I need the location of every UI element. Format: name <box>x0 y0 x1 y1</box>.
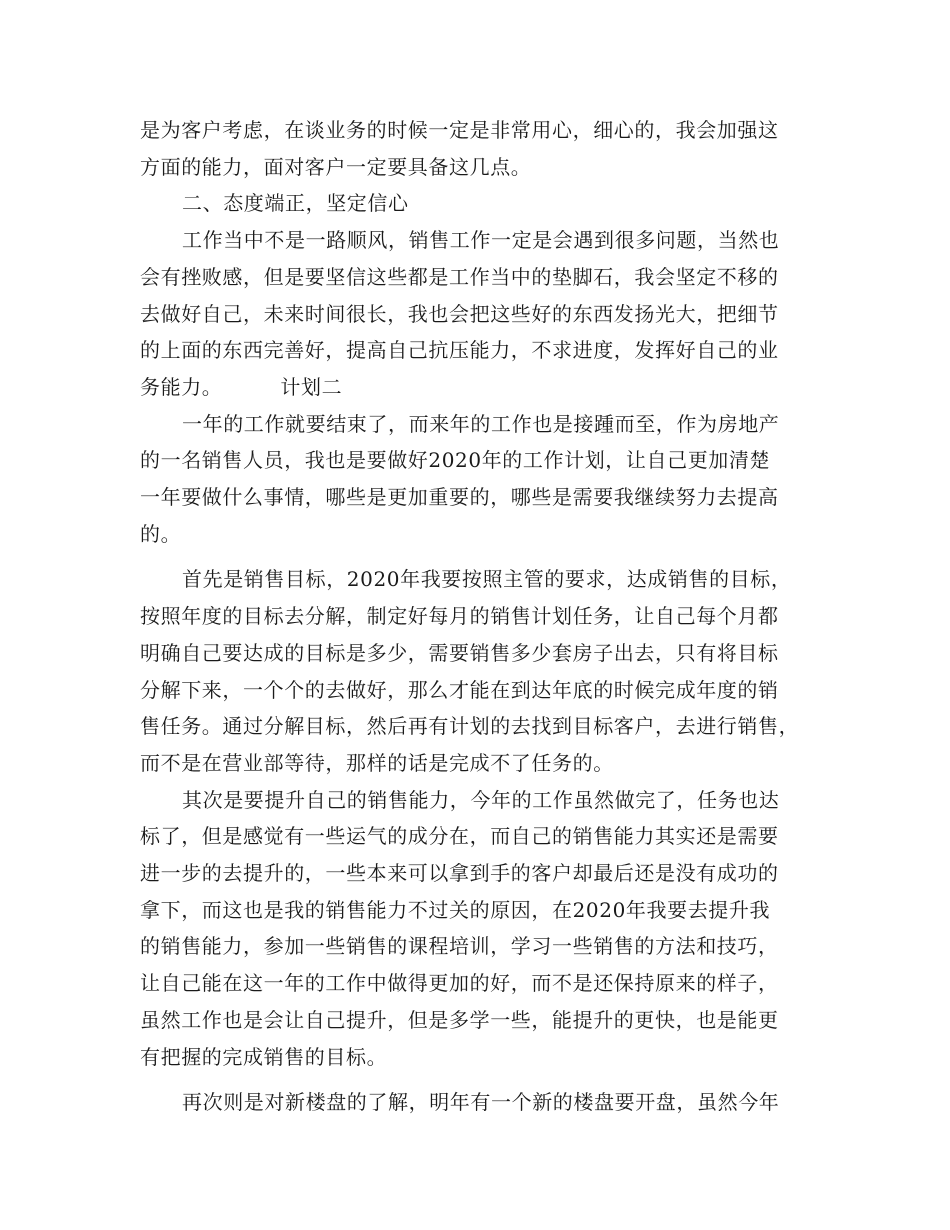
text-line: 虽然工作也是会让自己提升，但是多学一些，能提升的更快，也是能更 <box>140 1008 779 1032</box>
text-line: 再次则是对新楼盘的了解，明年有一个新的楼盘要开盘，虽然今年 <box>182 1090 780 1114</box>
text-line: 按照年度的目标去分解，制定好每月的销售计划任务，让自己每个月都 <box>140 604 779 628</box>
text-line: 会有挫败感，但是要坚信这些都是工作当中的垫脚石，我会坚定不移的 <box>140 265 779 289</box>
text-line: 进一步的去提升的，一些本来可以拿到手的客户却最后还是没有成功的 <box>140 861 779 885</box>
text-line: 一年的工作就要结束了，而来年的工作也是接踵而至，作为房地产 <box>182 412 780 436</box>
text-line: 明确自己要达成的目标是多少，需要销售多少套房子出去，只有将目标 <box>140 641 779 665</box>
text-line: 拿下，而这也是我的销售能力不过关的原因，在2020年我要去提升我 <box>140 898 771 922</box>
text-line: 一年要做什么事情，哪些是更加重要的，哪些是需要我继续努力去提高 <box>140 485 779 509</box>
text-line: 的销售能力，参加一些销售的课程培训，学习一些销售的方法和技巧， <box>140 934 779 958</box>
text-line: 标了，但是感觉有一些运气的成分在，而自己的销售能力其实还是需要 <box>140 824 779 848</box>
text-line: 去做好自己，未来时间很长，我也会把这些好的东西发扬光大，把细节 <box>140 302 779 326</box>
text-line: 让自己能在这一年的工作中做得更加的好，而不是还保持原来的样子， <box>140 971 779 995</box>
section-heading: 二、态度端正，坚定信心 <box>182 191 409 215</box>
text-line: 分解下来，一个个的去做好，那么才能在到达年底的时候完成年度的销 <box>140 678 779 702</box>
text-line: 而不是在营业部等待，那样的话是完成不了任务的。 <box>140 751 614 775</box>
plan-heading: 计划二 <box>280 375 343 399</box>
text-line: 工作当中不是一路顺风，销售工作一定是会遇到很多问题，当然也 <box>182 228 780 252</box>
text-line: 有把握的完成销售的目标。 <box>140 1045 388 1069</box>
text-line: 的一名销售人员，我也是要做好2020年的工作计划，让自己更加清楚 <box>140 448 771 472</box>
text-fragment: 务能力。 <box>140 375 223 399</box>
text-line: 的上面的东西完善好，提高自己抗压能力，不求进度，发挥好自己的业 <box>140 338 779 362</box>
text-line: 售任务。通过分解目标，然后再有计划的去找到目标客户，去进行销售， <box>140 714 800 738</box>
text-line-with-heading <box>140 373 342 401</box>
text-line: 的。 <box>140 522 182 546</box>
text-line: 首先是销售目标，2020年我要按照主管的要求，达成销售的目标， <box>182 567 792 591</box>
text-line: 其次是要提升自己的销售能力，今年的工作虽然做完了，任务也达 <box>182 788 780 812</box>
text-line: 是为客户考虑，在谈业务的时候一定是非常用心，细心的，我会加强这 <box>140 118 779 142</box>
text-line: 方面的能力，面对客户一定要具备这几点。 <box>140 155 532 179</box>
